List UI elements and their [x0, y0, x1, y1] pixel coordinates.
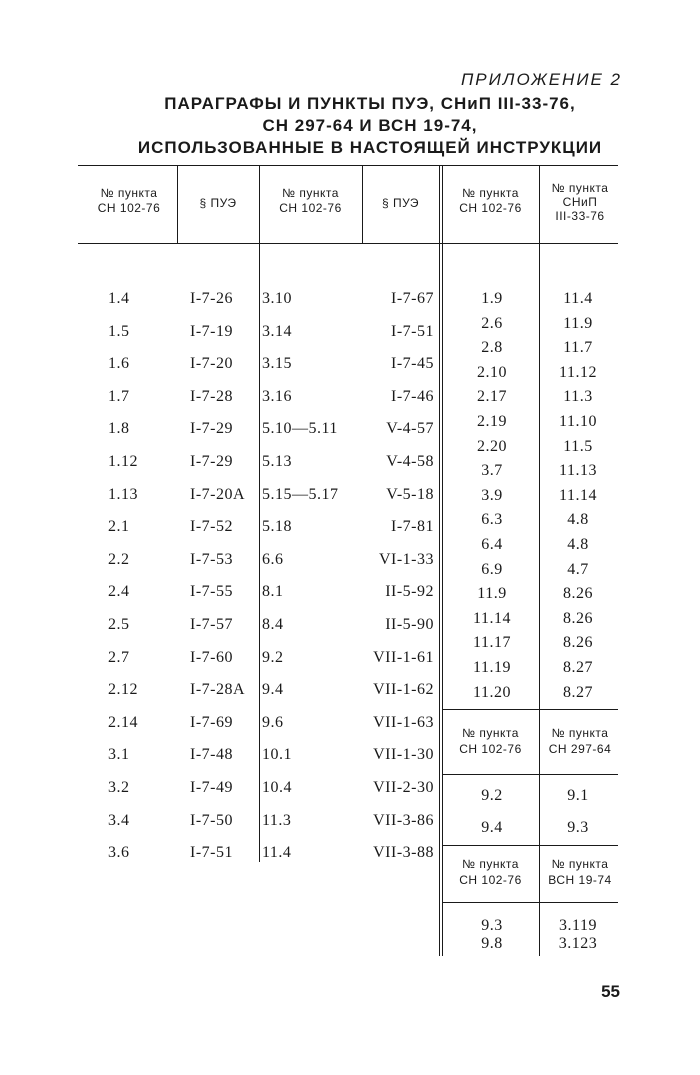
sn-102-76-point: 9.3: [481, 917, 503, 934]
pue-paragraph: I-7-53: [190, 550, 233, 568]
pue-paragraph: I-7-20А: [190, 485, 246, 503]
pue-paragraph: V-5-18: [386, 485, 434, 503]
column-divider: [442, 166, 443, 956]
pue-paragraph: VII-1-62: [373, 681, 434, 699]
sn-102-76-point: 6.9: [481, 560, 503, 578]
pue-paragraph: I-7-49: [190, 779, 233, 796]
pue-paragraph: I-7-67: [391, 290, 434, 307]
pue-paragraph: VII-1-63: [373, 713, 434, 731]
pue-paragraph: I-7-69: [190, 713, 233, 731]
section-rule: [442, 845, 618, 846]
header-sn-102-76: № пункта СН 102-76: [459, 726, 522, 756]
sn-297-64-point: 9.1: [567, 787, 589, 804]
section-rule: [442, 709, 618, 710]
header-sn-102-76: № пункта СН 102-76: [279, 186, 342, 215]
pue-paragraph: VII-3-86: [373, 811, 434, 829]
sn-102-76-point: 8.4: [262, 616, 284, 633]
header-sn-102-76: № пункта СН 102-76: [97, 186, 161, 215]
vsn-19-74-point: 3.123: [558, 935, 598, 952]
pue-paragraph: I-7-29: [190, 420, 233, 438]
sn-102-76-point: 2.10: [477, 363, 507, 381]
sn-102-76-point: 11.17: [473, 634, 511, 652]
sn-102-76-point: 9.4: [262, 681, 284, 699]
sn-102-76-point: 11.4: [262, 844, 292, 862]
snip-point: 8.26: [563, 585, 593, 603]
title-line-1: ПАРАГРАФЫ И ПУНКТЫ ПУЭ, СНиП III-33-76,: [164, 94, 576, 113]
snip-point: 8.27: [563, 683, 593, 701]
sn-102-76-point: 5.15—5.17: [262, 485, 339, 503]
snip-point: 8.26: [563, 609, 593, 627]
table-top-rule: [78, 165, 618, 166]
pue-paragraph: I-7-55: [190, 583, 233, 601]
pue-paragraph: I-7-20: [190, 355, 233, 373]
header-sn-297-64: № пункта СН 297-64: [548, 726, 612, 756]
table-header-rule: [78, 243, 618, 244]
pue-paragraph: VII-2-30: [373, 779, 434, 796]
pue-paragraph: I-7-45: [391, 355, 434, 373]
snip-point: 11.10: [559, 413, 597, 430]
pue-paragraph: I-7-50: [190, 811, 233, 829]
sn-102-76-point: 6.6: [262, 550, 284, 568]
header-snip-iii-33-76: № пункта СНиП III-33-76: [551, 181, 609, 223]
sn-102-76-point: 11.9: [477, 585, 507, 603]
sn-102-76-point: 1.7: [108, 387, 130, 405]
sn-102-76-point: 2.7: [108, 648, 130, 666]
sn-102-76-point: 2.2: [108, 550, 130, 568]
sn-102-76-point: 1.6: [108, 355, 130, 373]
column-divider: [439, 166, 440, 956]
snip-point: 11.9: [563, 314, 593, 332]
snip-point: 11.5: [563, 437, 593, 455]
sn-102-76-point: 2.17: [477, 388, 507, 406]
column-divider: [259, 166, 260, 862]
sn-102-76-point: 11.20: [473, 683, 511, 701]
snip-point: 4.8: [567, 511, 589, 529]
snip-point: 8.27: [563, 659, 593, 676]
vsn-19-74-point: 3.119: [559, 917, 597, 934]
pue-paragraph: I-7-29: [190, 453, 233, 470]
sn-102-76-point: 2.14: [108, 713, 138, 731]
section-rule: [442, 902, 618, 903]
title-line-3: ИСПОЛЬЗОВАННЫЕ В НАСТОЯЩЕЙ ИНСТРУКЦИИ: [137, 138, 603, 157]
sn-102-76-point: 2.6: [481, 314, 503, 332]
sn-102-76-point: 10.4: [262, 779, 292, 796]
sn-102-76-point: 2.8: [481, 339, 503, 357]
sn-102-76-point: 1.9: [481, 290, 503, 307]
pue-paragraph: I-7-28: [190, 387, 233, 405]
sn-102-76-point: 5.10—5.11: [262, 420, 338, 438]
sn-102-76-point: 9.4: [481, 819, 503, 836]
sn-102-76-point: 1.4: [108, 290, 130, 307]
appendix-label: ПРИЛОЖЕНИЕ 2: [460, 70, 622, 89]
sn-102-76-point: 8.1: [262, 583, 284, 601]
sn-102-76-point: 11.3: [262, 811, 292, 829]
pue-paragraph: V-4-58: [386, 453, 434, 470]
sn-102-76-point: 11.19: [473, 659, 511, 676]
snip-point: 11.12: [559, 363, 597, 381]
pue-paragraph: I-7-46: [391, 387, 434, 405]
pue-paragraph: I-7-28А: [190, 681, 246, 699]
pue-paragraph: I-7-60: [190, 648, 233, 666]
pue-paragraph: VII-3-88: [373, 844, 434, 862]
pue-paragraph: I-7-52: [190, 518, 233, 536]
sn-102-76-point: 2.12: [108, 681, 138, 699]
sn-102-76-point: 2.19: [477, 413, 507, 430]
snip-point: 4.8: [567, 536, 589, 553]
sn-102-76-point: 2.4: [108, 583, 130, 601]
sn-102-76-point: 9.2: [481, 787, 503, 804]
page-number: 55: [601, 982, 620, 1001]
pue-paragraph: I-7-48: [190, 746, 233, 764]
pue-paragraph: I-7-57: [190, 616, 233, 633]
sn-102-76-point: 3.10: [262, 290, 292, 307]
snip-point: 11.3: [563, 388, 593, 406]
sn-102-76-point: 9.6: [262, 713, 284, 731]
sn-102-76-point: 1.5: [108, 322, 130, 340]
header-sn-102-76: № пункта СН 102-76: [459, 186, 522, 215]
pue-paragraph: II-5-90: [385, 616, 434, 633]
pue-paragraph: I-7-19: [190, 322, 233, 340]
sn-102-76-point: 5.18: [262, 518, 292, 536]
sn-102-76-point: 2.5: [108, 616, 130, 633]
sn-102-76-point: 3.6: [108, 844, 130, 862]
header-pue: § ПУЭ: [199, 196, 237, 210]
sn-102-76-point: 9.8: [481, 935, 503, 952]
snip-point: 11.4: [563, 290, 593, 307]
sn-102-76-point: 3.15: [262, 355, 292, 373]
sn-102-76-point: 1.12: [108, 453, 138, 470]
title-line-2: СН 297-64 И ВСН 19-74,: [262, 116, 478, 135]
sn-102-76-point: 1.8: [108, 420, 130, 438]
sn-102-76-point: 1.13: [108, 485, 138, 503]
sn-297-64-point: 9.3: [567, 819, 589, 836]
snip-point: 4.7: [567, 560, 589, 578]
sn-102-76-point: 5.13: [262, 453, 292, 470]
header-sn-102-76: № пункта СН 102-76: [459, 857, 522, 887]
header-pue: § ПУЭ: [381, 196, 420, 210]
snip-point: 8.26: [563, 634, 593, 652]
header-vsn-19-74: № пункта ВСН 19-74: [548, 857, 612, 887]
sn-102-76-point: 3.1: [108, 746, 130, 764]
snip-point: 11.7: [563, 339, 593, 357]
pue-paragraph: V-4-57: [386, 420, 434, 438]
sn-102-76-point: 6.3: [481, 511, 503, 529]
sn-102-76-point: 10.1: [262, 746, 292, 764]
sn-102-76-point: 9.2: [262, 648, 284, 666]
pue-paragraph: VII-1-30: [373, 746, 434, 764]
sn-102-76-point: 3.2: [108, 779, 130, 796]
sn-102-76-point: 3.9: [481, 486, 503, 504]
section-rule: [442, 774, 618, 775]
pue-paragraph: VI-1-33: [378, 550, 434, 568]
pue-paragraph: I-7-26: [190, 290, 233, 307]
sn-102-76-point: 3.16: [262, 387, 292, 405]
sn-102-76-point: 11.14: [473, 609, 511, 627]
sn-102-76-point: 2.20: [477, 437, 507, 455]
pue-paragraph: I-7-51: [391, 322, 434, 340]
pue-paragraph: II-5-92: [385, 583, 434, 601]
sn-102-76-point: 3.14: [262, 322, 292, 340]
sn-102-76-point: 3.4: [108, 811, 130, 829]
snip-point: 11.14: [559, 486, 597, 504]
pue-paragraph: VII-1-61: [373, 648, 434, 666]
snip-point: 11.13: [559, 462, 597, 480]
pue-paragraph: I-7-51: [190, 844, 233, 862]
sn-102-76-point: 2.1: [108, 518, 130, 536]
sn-102-76-point: 6.4: [481, 536, 503, 553]
sn-102-76-point: 3.7: [481, 462, 503, 480]
pue-paragraph: I-7-81: [391, 518, 434, 536]
